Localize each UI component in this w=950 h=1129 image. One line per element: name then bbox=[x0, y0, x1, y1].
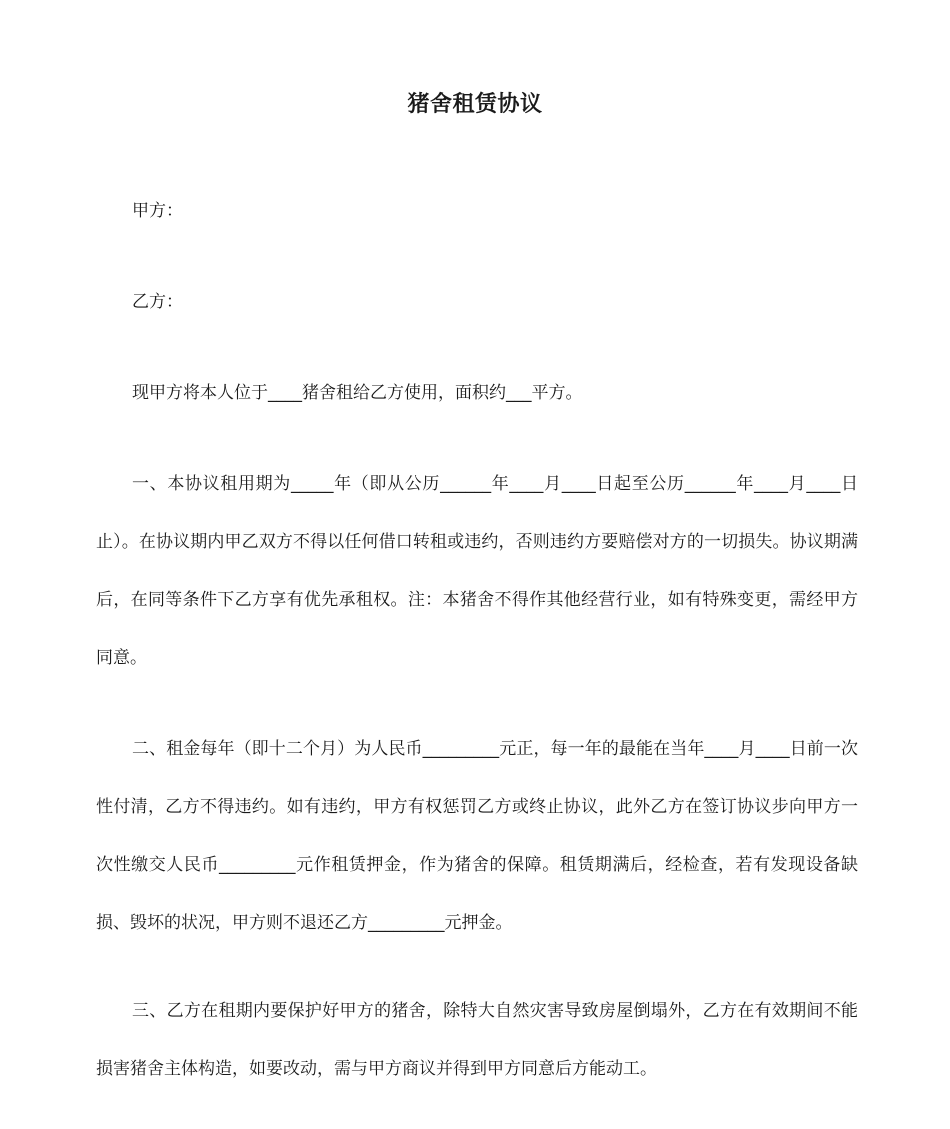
document-title: 猪舍租赁协议 bbox=[407, 92, 543, 117]
intro-paragraph: 现甲方将本人位于____猪舍租给乙方使用，面积约___平方。 bbox=[132, 383, 583, 403]
clause-1-paragraph: 一、本协议租用期为_____年（即从公历______年____月____日起至公历______年____月____日止）。在协议期内甲乙双方不得以任何借口转租或违约，否则违约方要赔偿对方的一切损失。协议期满后，在同等条件下乙方享有优先承租权。注：本猪舍不得作其他经营行业，如有特殊变更，需经甲方同意。 bbox=[96, 474, 858, 668]
clause-2-paragraph: 二、租金每年（即十二个月）为人民币_________元正，每一年的最能在当年____月____日前一次性付清，乙方不得违约。如有违约，甲方有权惩罚乙方或终止协议，此外乙方在签订协议步向甲方一次性缴交人民币_________元作租赁押金，作为猪舍的保障。租赁期满后，经检查，若有发现设备缺损、毁坏的状况，甲方则不退还乙方_________元押金。 bbox=[96, 739, 858, 933]
party-a-label: 甲方： bbox=[132, 201, 183, 221]
party-b-label: 乙方： bbox=[132, 292, 183, 312]
clause-3-paragraph: 三、乙方在租期内要保护好甲方的猪舍，除特大自然灾害导致房屋倒塌外，乙方在有效期间不能损害猪舍主体构造，如要改动，需与甲方商议并得到甲方同意后方能动工。 bbox=[96, 1001, 858, 1079]
